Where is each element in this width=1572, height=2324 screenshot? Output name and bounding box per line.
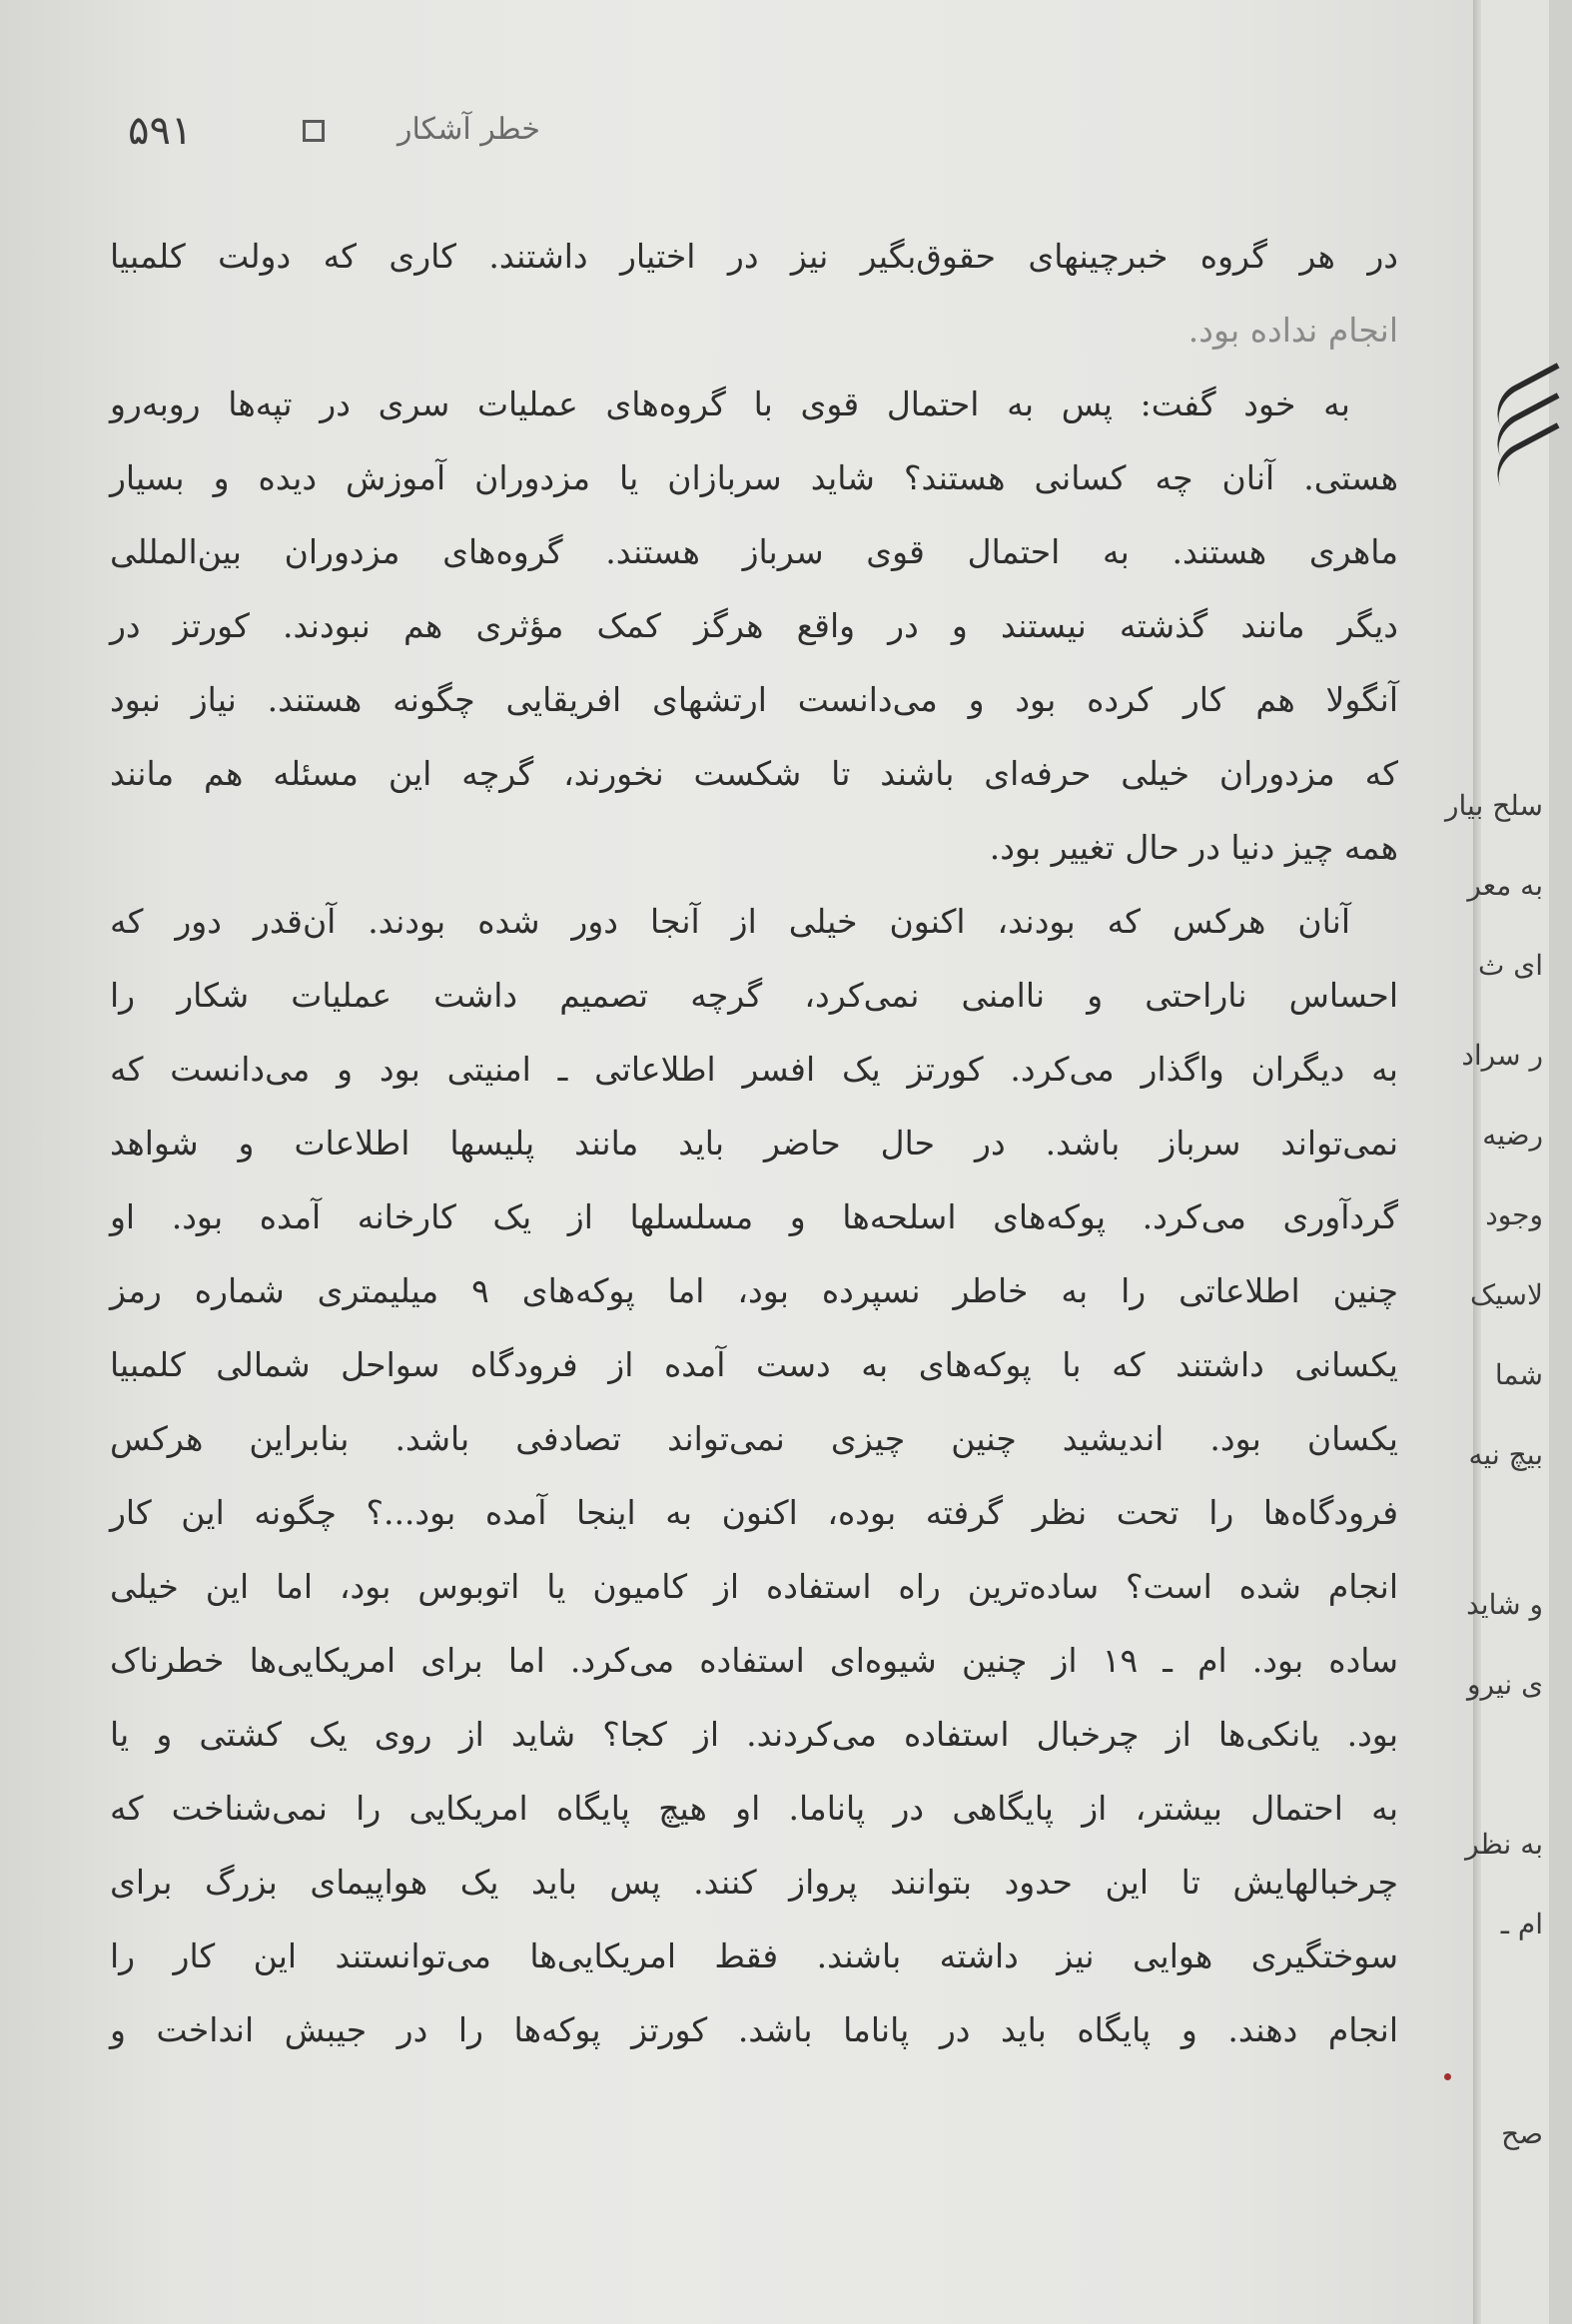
text-line: انجام شده است؟ ساده‌ترین راه استفاده از کامیون یا اتوبوس بود، اما این خیلی <box>110 1567 1398 1606</box>
text-line: چنین اطلاعاتی را به خاطر نسپرده بود، اما پوکه‌های ۹ میلیمتری شماره رمز <box>110 1271 1398 1310</box>
next-page-fragment: به نظر <box>1465 1828 1543 1861</box>
next-page-fragment: ای ث <box>1478 949 1543 982</box>
text-line: آنگولا هم کار کرده بود و می‌دانست ارتشهای افریقایی چگونه هستند. نیاز نبود <box>110 680 1398 719</box>
next-page-fragment: ی نیرو <box>1466 1668 1543 1701</box>
text-line: ساده بود. ام ـ ۱۹ از چنین شیوه‌ای استفاده می‌کرد. اما برای امریکایی‌ها خطرناک <box>110 1641 1399 1680</box>
margin-mark <box>1444 2073 1451 2080</box>
text-line: احساس ناراحتی و ناامنی نمی‌کرد، گرچه تصمیم داشت عملیات شکار را <box>110 976 1398 1015</box>
page-number: ۵۹۱ <box>128 108 193 154</box>
next-page-fragment: شما <box>1494 1358 1543 1391</box>
next-page-fragment: ام ـ <box>1500 1908 1543 1940</box>
text-line: دیگر مانند گذشته نیستند و در واقع هرگز کمک مؤثری هم نبودند. کورتز در <box>110 606 1398 645</box>
text-line: یکسان بود. اندیشید چنین چیزی نمی‌تواند تصادفی باشد. بنابراین هرکس <box>110 1419 1398 1458</box>
body-text <box>110 220 1398 2067</box>
text-line: همه چیز دنیا در حال تغییر بود. <box>989 828 1398 867</box>
next-page-fragment: سلح بیار <box>1445 789 1543 822</box>
page-edge <box>1473 0 1481 2324</box>
running-title: خطر آشکار <box>397 112 540 147</box>
next-page-fragment: به معر <box>1467 869 1543 902</box>
next-page-fragment: و شاید <box>1466 1588 1543 1621</box>
text-line: یکسانی داشتند که با پوکه‌های به دست آمده از فرودگاه سواحل شمالی کلمبیا <box>110 1345 1398 1384</box>
text-line: در هر گروه خبرچینهای حقوق‌بگیر نیز در اختیار داشتند. کاری که دولت کلمبیا <box>110 237 1398 276</box>
text-line: بود. یانکی‌ها از چرخبال استفاده می‌کردند. از کجا؟ شاید از روی یک کشتی و یا <box>110 1715 1398 1754</box>
header-square-ornament <box>303 120 325 142</box>
next-page-edge <box>1445 0 1549 2324</box>
next-page-fragment: رضیه <box>1482 1119 1543 1152</box>
text-line: ماهری هستند. به احتمال قوی سرباز هستند. گروه‌های مزدوران بین‌المللی <box>110 532 1398 571</box>
text-line: انجام نداده بود. <box>1187 311 1398 350</box>
text-line: نمی‌تواند سرباز باشد. در حال حاضر باید مانند پلیسها اطلاعات و شواهد <box>110 1124 1398 1162</box>
text-line: هستی. آنان چه کسانی هستند؟ شاید سربازان یا مزدوران آموزش دیده و بسیار <box>110 458 1398 497</box>
next-page-fragment: ر سراد <box>1461 1039 1543 1072</box>
text-line: که مزدوران خیلی حرفه‌ای باشند تا شکست نخورند، گرچه این مسئله هم مانند <box>110 754 1398 793</box>
text-line: چرخبالهایش تا این حدود بتوانند پرواز کنند. پس باید یک هواپیمای بزرگ برای <box>110 1863 1398 1902</box>
text-line: فرودگاه‌ها را تحت نظر گرفته بوده، اکنون به اینجا آمده بود...؟ چگونه این کار <box>110 1493 1398 1532</box>
text-line: سوختگیری هوایی نیز داشته باشند. فقط امریکایی‌ها می‌توانستند این کار را <box>110 1937 1398 1975</box>
next-page-fragment: صح <box>1501 2117 1543 2150</box>
text-line: به احتمال بیشتر، از پایگاهی در پاناما. او هیچ پایگاه امریکایی را نمی‌شناخت که <box>110 1789 1398 1828</box>
page-header <box>128 108 1426 168</box>
next-page-fragment: بیچ نیه <box>1468 1438 1543 1471</box>
text-line: به دیگران واگذار می‌کرد. کورتز یک افسر اطلاعاتی ـ امنیتی بود و می‌دانست که <box>110 1050 1398 1089</box>
next-page-fragment: وجود <box>1485 1198 1543 1231</box>
text-line: به خود گفت: پس به احتمال قوی با گروه‌های عملیات سری در تپه‌ها روبه‌رو <box>110 385 1350 423</box>
text-line: گردآوری می‌کرد. پوکه‌های اسلحه‌ها و مسلسلها از یک کارخانه آمده بود. او <box>110 1197 1398 1236</box>
next-page-fragment: لاسیک <box>1470 1278 1543 1311</box>
text-line: آنان هرکس که بودند، اکنون خیلی از آنجا دور شده بودند. آن‌قدر دور که <box>110 902 1350 941</box>
text-line: انجام دهند. و پایگاه باید در پاناما باشد. کورتز پوکه‌ها را در جیبش انداخت و <box>110 2010 1398 2049</box>
